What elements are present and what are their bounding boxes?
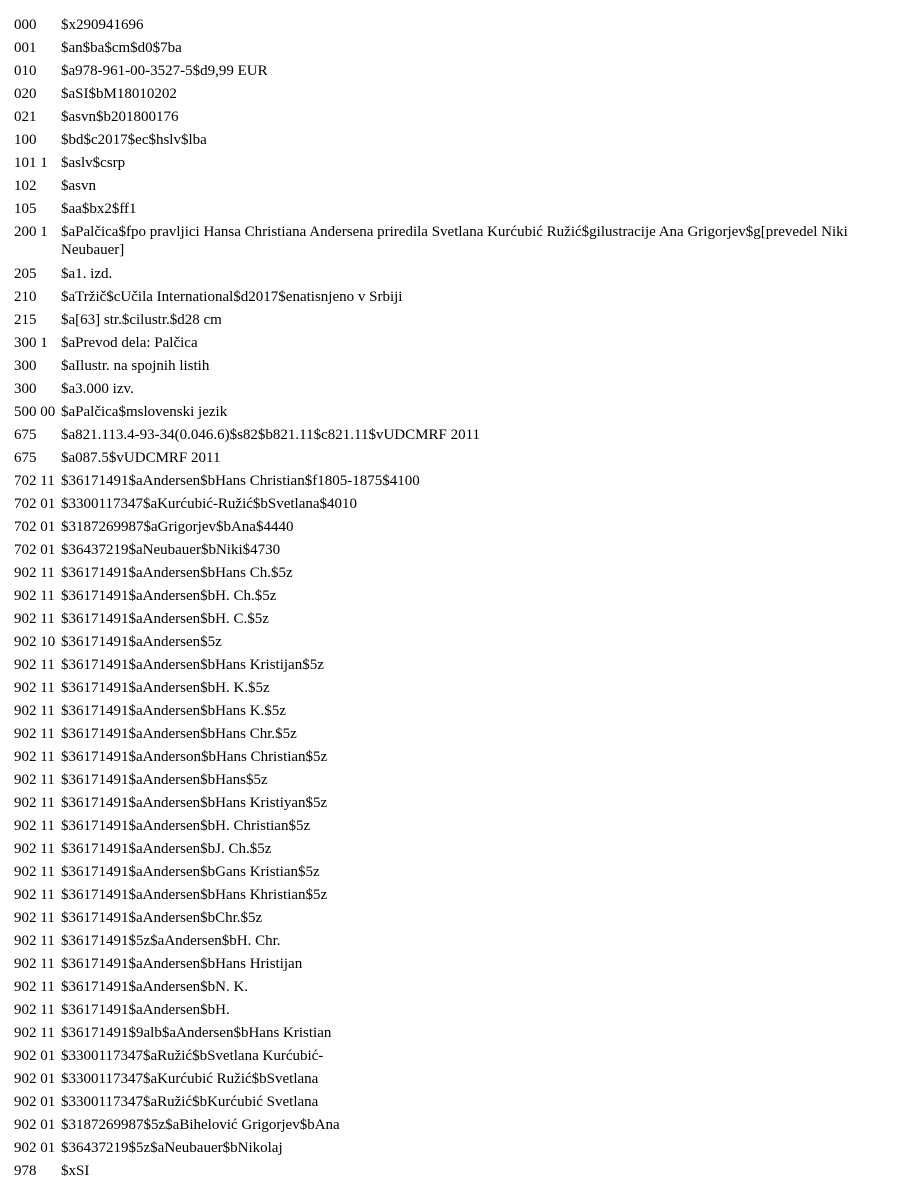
record-field-row: [0, 840, 900, 863]
record-field-row: [0, 16, 900, 39]
field-tag: 101 1: [14, 155, 48, 171]
field-tag: 902 01: [14, 1094, 56, 1110]
field-value: $36171491$aAndersen$bHans Hristijan: [61, 956, 303, 972]
field-value: $aIlustr. na spojnih listih: [61, 358, 210, 374]
record-field-row: [0, 587, 900, 610]
record-field-row: [0, 1070, 900, 1093]
field-tag: 902 11: [14, 680, 55, 696]
record-field-row: [0, 771, 900, 794]
record-field-row: [0, 39, 900, 62]
field-tag: 021: [14, 109, 37, 125]
record-field-row: [0, 62, 900, 85]
record-field-row: [0, 1162, 900, 1185]
record-field-row: [0, 265, 900, 288]
field-value: $36171491$aAndersen$bH.: [61, 1002, 230, 1018]
field-tag: 902 11: [14, 726, 55, 742]
field-value: $36171491$aAndersen$bHans$5z: [61, 772, 268, 788]
record-field-row: [0, 932, 900, 955]
field-value: $a821.113.4-93-34(0.046.6)$s82$b821.11$c821.11$vUDCMRF 2011: [61, 427, 481, 443]
record-field-row: [0, 472, 900, 495]
record-field-row: [0, 403, 900, 426]
field-value: $3300117347$aRužić$bKurćubić Svetlana: [61, 1094, 319, 1110]
field-value: $asvn: [61, 178, 96, 194]
field-tag: 010: [14, 63, 37, 79]
record-field-row: [0, 85, 900, 108]
field-value: $aPalčica$fpo pravljici Hansa Christiana Andersena priredila Svetlana Kurćubić Ružić$gilustracije Ana Grigorjev$g[prevedel Niki Neubauer]: [61, 224, 848, 258]
field-value: $36171491$aAndersen$bH. K.$5z: [61, 680, 270, 696]
field-value: $3187269987$aGrigorjev$bAna$4440: [61, 519, 294, 535]
field-tag: 020: [14, 86, 37, 102]
field-value: $aTržič$cUčila International$d2017$enatisnjeno v Srbiji: [61, 289, 403, 305]
record-field-row: [0, 541, 900, 564]
field-value: $x290941696: [61, 17, 144, 33]
field-tag: 702 11: [14, 473, 55, 489]
field-tag: 675: [14, 427, 37, 443]
field-value: $a978-961-00-3527-5$d9,99 EUR: [61, 63, 268, 79]
record-field-row: [0, 495, 900, 518]
marc-record: [0, 16, 900, 1185]
field-value: $36171491$aAndersen$bHans Christian$f1805-1875$4100: [61, 473, 420, 489]
field-tag: 902 11: [14, 1002, 55, 1018]
record-field-row: [0, 177, 900, 200]
field-tag: 902 11: [14, 841, 55, 857]
field-value: $a087.5$vUDCMRF 2011: [61, 450, 221, 466]
record-field-row: [0, 311, 900, 334]
field-tag: 105: [14, 201, 37, 217]
field-tag: 902 11: [14, 1025, 55, 1041]
record-field-row: [0, 1093, 900, 1116]
record-field-row: [0, 909, 900, 932]
record-field-row: [0, 518, 900, 541]
field-value: $3187269987$5z$aBihelović Grigorjev$bAna: [61, 1117, 340, 1133]
field-value: $a1. izd.: [61, 266, 113, 282]
record-field-row: [0, 886, 900, 909]
record-field-row: [0, 725, 900, 748]
field-value: $36171491$aAndersen$bHans Ch.$5z: [61, 565, 293, 581]
field-value: $36437219$5z$aNeubauer$bNikolaj: [61, 1140, 283, 1156]
field-tag: 902 11: [14, 657, 55, 673]
field-tag: 902 11: [14, 795, 55, 811]
field-tag: 978: [14, 1163, 37, 1179]
field-tag: 902 11: [14, 703, 55, 719]
field-value: $36171491$aAndersen$bHans Kristijan$5z: [61, 657, 324, 673]
record-field-row: [0, 357, 900, 380]
field-value: $aPalčica$mslovenski jezik: [61, 404, 228, 420]
field-tag: 902 01: [14, 1117, 56, 1133]
field-tag: 300 1: [14, 335, 48, 351]
record-field-row: [0, 223, 900, 265]
field-value: $36171491$aAndersen$5z: [61, 634, 222, 650]
field-value: $36171491$aAndersen$bHans Kristiyan$5z: [61, 795, 328, 811]
field-tag: 902 11: [14, 565, 55, 581]
record-field-row: [0, 633, 900, 656]
record-field-row: [0, 679, 900, 702]
record-field-row: [0, 610, 900, 633]
field-value: $36171491$aAndersen$bGans Kristian$5z: [61, 864, 320, 880]
field-tag: 100: [14, 132, 37, 148]
field-tag: 675: [14, 450, 37, 466]
record-field-row: [0, 748, 900, 771]
record-field-row: [0, 334, 900, 357]
field-value: $36171491$aAndersen$bJ. Ch.$5z: [61, 841, 272, 857]
field-tag: 902 11: [14, 588, 55, 604]
field-tag: 902 11: [14, 611, 55, 627]
field-value: $36171491$aAndersen$bN. K.: [61, 979, 249, 995]
field-tag: 902 11: [14, 887, 55, 903]
field-value: $36171491$aAndersen$bH. Ch.$5z: [61, 588, 277, 604]
field-value: $asvn$b201800176: [61, 109, 179, 125]
field-value: $36171491$aAndersen$bHans Khristian$5z: [61, 887, 328, 903]
record-field-row: [0, 1139, 900, 1162]
record-field-row: [0, 1024, 900, 1047]
field-value: $3300117347$aRužić$bSvetlana Kurćubić-: [61, 1048, 324, 1064]
field-tag: 215: [14, 312, 37, 328]
field-tag: 210: [14, 289, 37, 305]
field-value: $36171491$5z$aAndersen$bH. Chr.: [61, 933, 281, 949]
field-value: $36171491$aAndersen$bHans Chr.$5z: [61, 726, 297, 742]
field-tag: 902 11: [14, 979, 55, 995]
record-field-row: [0, 449, 900, 472]
field-tag: 205: [14, 266, 37, 282]
record-field-row: [0, 108, 900, 131]
field-tag: 902 11: [14, 956, 55, 972]
field-tag: 001: [14, 40, 37, 56]
record-field-row: [0, 154, 900, 177]
record-field-row: [0, 200, 900, 223]
field-value: $aPrevod dela: Palčica: [61, 335, 198, 351]
field-tag: 902 01: [14, 1048, 56, 1064]
field-value: $a[63] str.$cilustr.$d28 cm: [61, 312, 222, 328]
record-field-row: [0, 794, 900, 817]
record-field-row: [0, 1001, 900, 1024]
record-field-row: [0, 1047, 900, 1070]
field-value: $aSI$bM18010202: [61, 86, 177, 102]
record-field-row: [0, 1116, 900, 1139]
record-field-row: [0, 817, 900, 840]
field-tag: 902 01: [14, 1140, 56, 1156]
record-field-row: [0, 380, 900, 403]
field-tag: 300: [14, 381, 37, 397]
field-value: $3300117347$aKurćubić Ružić$bSvetlana: [61, 1071, 319, 1087]
field-tag: 902 01: [14, 1071, 56, 1087]
field-value: $bd$c2017$ec$hslv$lba: [61, 132, 207, 148]
field-tag: 500 00: [14, 404, 56, 420]
field-value: $36171491$aAndersen$bChr.$5z: [61, 910, 263, 926]
field-value: $36171491$aAndersen$bH. C.$5z: [61, 611, 269, 627]
field-tag: 200 1: [14, 224, 48, 240]
field-tag: 902 11: [14, 933, 55, 949]
field-tag: 702 01: [14, 542, 56, 558]
record-field-row: [0, 978, 900, 1001]
field-tag: 902 11: [14, 749, 55, 765]
field-value: $3300117347$aKurćubić-Ružić$bSvetlana$4010: [61, 496, 358, 512]
field-value: $36171491$aAnderson$bHans Christian$5z: [61, 749, 328, 765]
field-value: $aa$bx2$ff1: [61, 201, 137, 217]
field-tag: 902 11: [14, 818, 55, 834]
field-value: $36171491$aAndersen$bHans K.$5z: [61, 703, 286, 719]
field-value: $36171491$aAndersen$bH. Christian$5z: [61, 818, 311, 834]
field-tag: 702 01: [14, 519, 56, 535]
field-tag: 102: [14, 178, 37, 194]
record-field-row: [0, 656, 900, 679]
field-tag: 902 11: [14, 772, 55, 788]
field-value: $a3.000 izv.: [61, 381, 134, 397]
record-field-row: [0, 955, 900, 978]
field-value: $an$ba$cm$d0$7ba: [61, 40, 182, 56]
field-tag: 300: [14, 358, 37, 374]
field-tag: 902 11: [14, 864, 55, 880]
field-tag: 702 01: [14, 496, 56, 512]
field-tag: 902 10: [14, 634, 56, 650]
record-field-row: [0, 564, 900, 587]
record-field-row: [0, 863, 900, 886]
record-field-row: [0, 131, 900, 154]
field-tag: 000: [14, 17, 37, 33]
record-field-row: [0, 426, 900, 449]
record-field-row: [0, 702, 900, 725]
field-value: $xSI: [61, 1163, 90, 1179]
record-field-row: [0, 288, 900, 311]
field-value: $36171491$9alb$aAndersen$bHans Kristian: [61, 1025, 332, 1041]
field-value: $aslv$csrp: [61, 155, 126, 171]
field-value: $36437219$aNeubauer$bNiki$4730: [61, 542, 281, 558]
field-tag: 902 11: [14, 910, 55, 926]
